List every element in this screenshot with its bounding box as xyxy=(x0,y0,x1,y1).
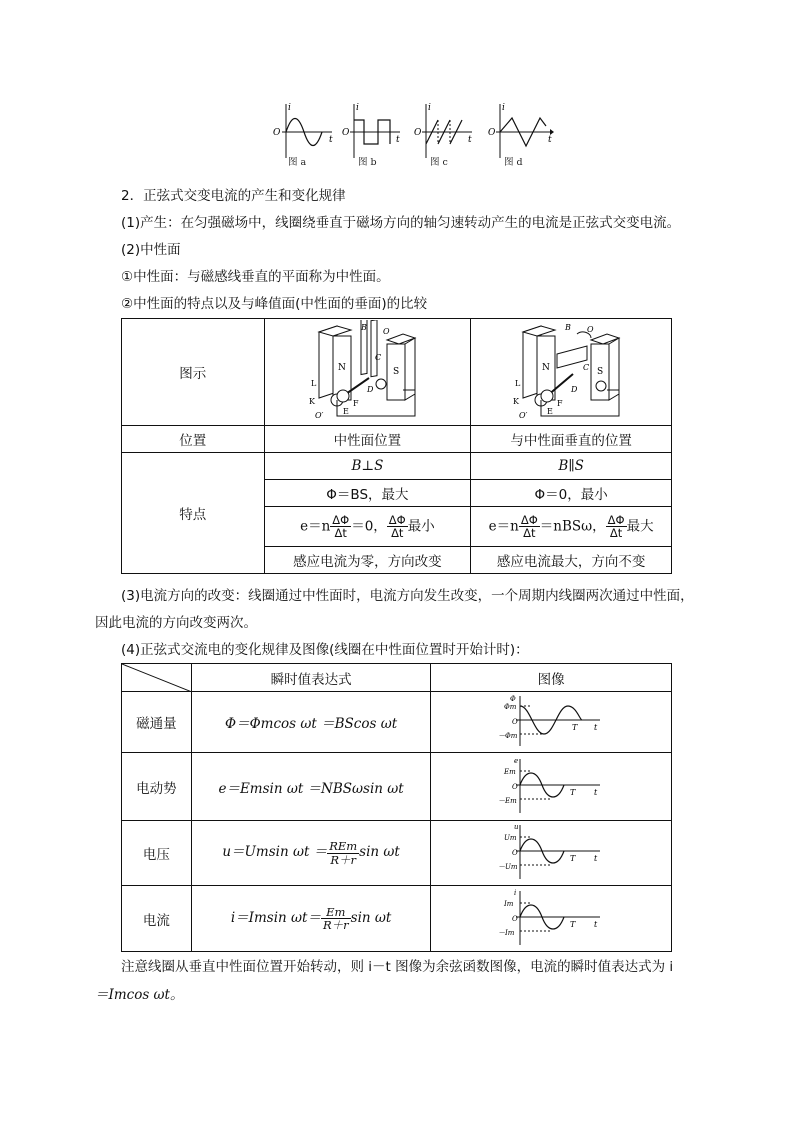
label-o: O xyxy=(383,327,390,336)
cell-perp-flux: Φ＝0，最小 xyxy=(471,480,672,507)
paragraph-rules-heading: (4)正弦式交流电的变化规律及图像(线圈在中性面位置时开始计时)： xyxy=(121,642,529,658)
row-name: 电压 xyxy=(122,821,192,886)
svg-text:O: O xyxy=(587,325,594,334)
row-name: 电动势 xyxy=(122,753,192,821)
figure-d xyxy=(484,98,560,168)
svg-text:Φm: Φm xyxy=(504,703,517,711)
svg-text:N: N xyxy=(542,363,550,373)
cell-perp-position: 与中性面垂直的位置 xyxy=(471,426,672,453)
cosine-graph-icon xyxy=(496,692,606,748)
svg-text:t: t xyxy=(594,787,598,797)
fraction: $\frac{\text{REm}}{R+r}$ xyxy=(329,839,358,867)
cell-perp-relation: B∥S xyxy=(471,453,672,480)
sine-graph-icon xyxy=(496,821,606,881)
axis-t-label: t xyxy=(548,135,552,145)
paragraph-production: (1)产生：在匀强磁场中，线圈绕垂直于磁场方向的轴匀速转动产生的电流是正弦式交变电流。 xyxy=(121,215,681,231)
neutral-plane-table xyxy=(121,318,672,574)
table-row xyxy=(122,753,672,821)
svg-text:O′: O′ xyxy=(519,411,528,420)
row-graph xyxy=(431,886,672,952)
fraction: $\frac{\Delta\Phi}{\Delta t}$ xyxy=(607,512,625,540)
cell-neutral-emf: e＝n $\frac{\Delta\Phi}{\Delta t}$ ＝0， $\frac{\Delta\Phi}{\Delta t}$ 最小 xyxy=(264,507,471,547)
row-label-features: 特点 xyxy=(122,453,265,574)
cell-neutral-relation: B⊥S xyxy=(264,453,471,480)
svg-text:－Im: －Im xyxy=(498,928,515,937)
svg-text:F: F xyxy=(557,399,563,408)
svg-text:－Em: －Em xyxy=(498,796,517,805)
svg-text:O: O xyxy=(512,782,518,791)
cell-neutral-current: 感应电流为零，方向改变 xyxy=(264,547,471,574)
svg-text:－Um: －Um xyxy=(498,863,518,871)
paragraph-direction-change: (3)电流方向的改变：线圈通过中性面时，电流方向发生改变，一个周期内线圈两次通过中性面， xyxy=(121,588,694,604)
cell-neutral-position: 中性面位置 xyxy=(264,426,471,453)
row-name: 磁通量 xyxy=(122,692,192,753)
svg-text:T: T xyxy=(570,787,576,797)
header-graph: 图像 xyxy=(431,664,672,692)
axis-t-label: t xyxy=(329,135,333,145)
origin-label: O xyxy=(342,128,350,138)
generator-neutral-icon xyxy=(307,320,427,420)
row-expression: i＝Imsin ωt＝ $\frac{Em}{R+r}$ sin ωt xyxy=(191,886,431,952)
svg-text:u: u xyxy=(514,823,519,831)
axis-i-label: i xyxy=(502,103,505,113)
axis-i-label: i xyxy=(356,103,359,113)
axis-i-label: i xyxy=(288,103,291,113)
fraction: $\frac{Em}{R+r}$ xyxy=(322,904,349,932)
svg-text:O: O xyxy=(512,914,518,923)
svg-text:Im: Im xyxy=(504,899,514,908)
figure-c xyxy=(410,98,480,168)
svg-text:t: t xyxy=(594,854,598,863)
row-label-position: 位置 xyxy=(122,426,265,453)
ac-rules-table xyxy=(121,663,672,952)
cell-perp-emf: e＝n $\frac{\Delta\Phi}{\Delta t}$ ＝nBSω， $\frac{\Delta\Phi}{\Delta t}$ 最大 xyxy=(471,507,672,547)
row-expression: u＝Umsin ωt ＝ $\frac{\text{REm}}{R+r}$ sin ωt xyxy=(191,821,431,886)
diagonal-divider xyxy=(122,664,192,692)
label-k: K xyxy=(309,397,316,406)
svg-text:C: C xyxy=(583,363,590,372)
svg-text:D: D xyxy=(571,385,578,394)
label-e: E xyxy=(343,407,350,416)
svg-text:i: i xyxy=(514,888,517,897)
label-l: L xyxy=(311,379,317,388)
emf-prefix: e＝n xyxy=(488,518,519,535)
svg-text:S: S xyxy=(597,367,604,377)
row-label-figure: 图示 xyxy=(122,319,265,426)
svg-text:－Φm: －Φm xyxy=(498,732,518,740)
table-row xyxy=(122,692,672,753)
sine-graph-icon xyxy=(496,887,606,947)
figure-caption: 图 c xyxy=(430,157,448,168)
svg-text:t: t xyxy=(594,723,598,732)
generator-diagram-neutral xyxy=(264,319,471,426)
figure-caption: 图 d xyxy=(504,157,523,168)
row-expression: e＝Emsin ωt ＝NBSωsin ωt xyxy=(191,753,431,821)
origin-label: O xyxy=(414,128,422,138)
row-graph xyxy=(431,753,672,821)
svg-text:E: E xyxy=(547,407,553,416)
svg-text:t: t xyxy=(594,919,598,929)
figure-caption: 图 a xyxy=(288,157,307,168)
label-c: C xyxy=(375,353,382,362)
cell-neutral-flux: Φ＝BS，最大 xyxy=(264,480,471,507)
paragraph-neutral-def: ①中性面：与磁感线垂直的平面称为中性面。 xyxy=(121,269,390,285)
paragraph-comparison: ②中性面的特点以及与峰值面(中性面的垂面)的比较 xyxy=(121,296,428,312)
label-b: B xyxy=(361,323,368,332)
origin-label: O xyxy=(273,128,281,138)
n-pole-label: N xyxy=(338,363,347,373)
axis-i-label: i xyxy=(428,103,431,113)
svg-text:T: T xyxy=(572,723,578,732)
label-f: F xyxy=(353,399,359,408)
section-heading: 2．正弦式交变电流的产生和变化规律 xyxy=(121,188,346,204)
figure-a xyxy=(268,98,338,168)
svg-text:T: T xyxy=(570,919,576,929)
header-expression: 瞬时值表达式 xyxy=(191,664,431,692)
sine-graph-icon xyxy=(496,755,606,815)
svg-text:K: K xyxy=(513,397,520,406)
svg-text:Um: Um xyxy=(504,834,517,842)
emf-prefix: e＝n xyxy=(300,518,331,535)
table-row xyxy=(122,821,672,886)
fraction: $\frac{\Delta\Phi}{\Delta t}$ xyxy=(332,512,350,540)
header-corner xyxy=(122,664,192,692)
paragraph-neutral-plane: (2)中性面 xyxy=(121,242,181,258)
note-line-2: ＝Imcos ωt。 xyxy=(95,987,184,1003)
table-row xyxy=(122,886,672,952)
axis-t-label: t xyxy=(396,135,400,145)
svg-text:L: L xyxy=(515,379,521,388)
cell-perp-current: 感应电流最大，方向不变 xyxy=(471,547,672,574)
fraction: $\frac{\Delta\Phi}{\Delta t}$ xyxy=(388,512,406,540)
svg-text:O: O xyxy=(512,718,518,726)
svg-text:T: T xyxy=(570,854,576,863)
row-graph xyxy=(431,692,672,753)
fraction: $\frac{\Delta\Phi}{\Delta t}$ xyxy=(520,512,538,540)
origin-label: O xyxy=(488,128,496,138)
figure-b xyxy=(338,98,408,168)
note-line-1: 注意线圈从垂直中性面位置开始转动，则 i－t 图像为余弦函数图像，电流的瞬时值表达式为 i xyxy=(121,959,674,975)
svg-text:Em: Em xyxy=(504,767,516,776)
row-expression: Φ＝Φmcos ωt ＝BScos ωt xyxy=(191,692,431,753)
svg-text:O: O xyxy=(512,849,518,857)
generator-diagram-perpendicular xyxy=(471,319,672,426)
svg-text:Φ: Φ xyxy=(510,695,516,703)
label-d: D xyxy=(367,385,374,394)
label-o-prime: O′ xyxy=(315,411,324,420)
generator-perpendicular-icon xyxy=(511,320,631,420)
paragraph-direction-change-cont: 因此电流的方向改变两次。 xyxy=(95,615,257,631)
svg-text:e: e xyxy=(514,756,519,765)
svg-text:B: B xyxy=(565,323,572,332)
s-pole-label: S xyxy=(393,367,400,377)
figure-caption: 图 b xyxy=(358,157,377,168)
row-name: 电流 xyxy=(122,886,192,952)
row-graph xyxy=(431,821,672,886)
axis-t-label: t xyxy=(468,135,472,145)
